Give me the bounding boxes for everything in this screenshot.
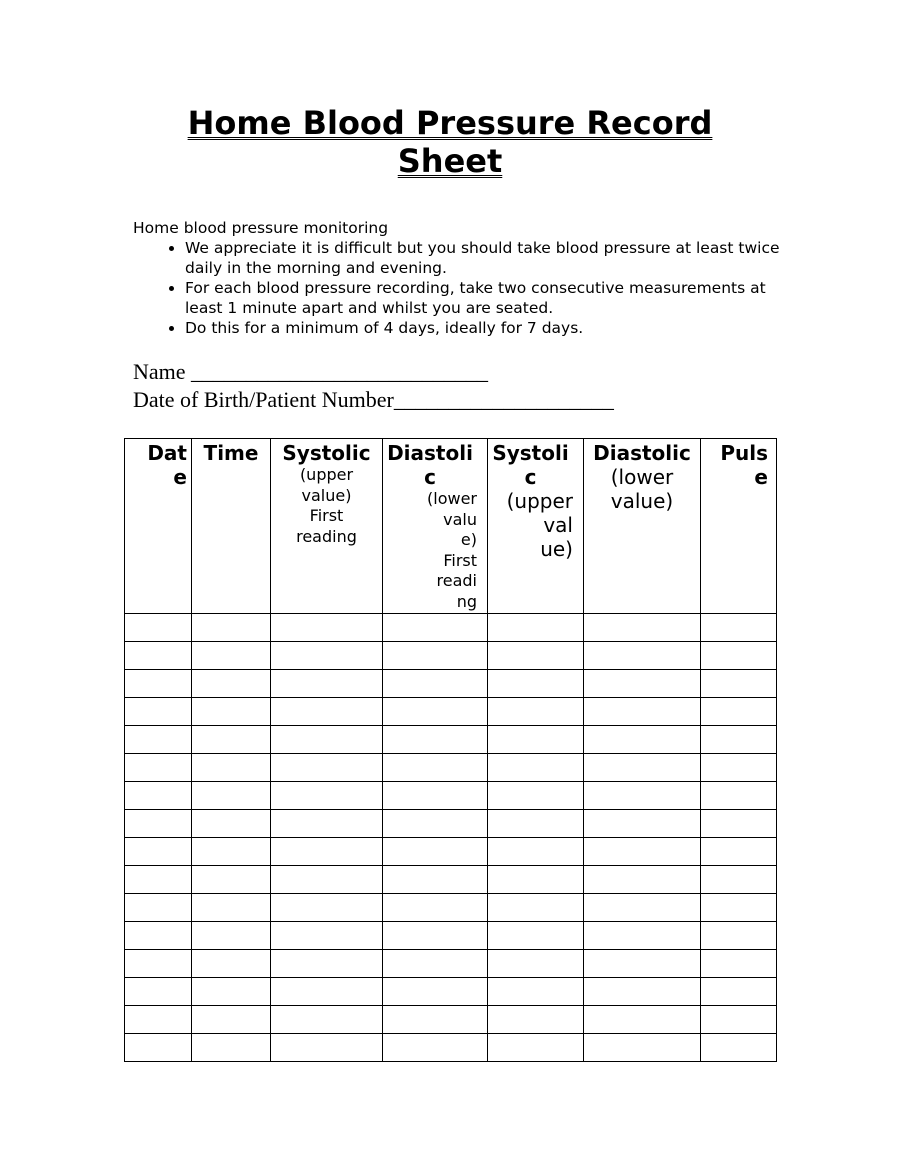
table-cell[interactable]	[701, 838, 777, 866]
instruction-item: • For each blood pressure recording, take two consecutive measurements at least 1 minute apart and whilst you are seated.	[185, 278, 793, 318]
table-row	[125, 866, 777, 894]
table-row	[125, 1034, 777, 1062]
table-cell[interactable]	[383, 782, 488, 810]
table-cell[interactable]	[383, 670, 488, 698]
header-date-title: Dat e	[147, 441, 187, 489]
table-cell[interactable]	[192, 866, 271, 894]
table-cell[interactable]	[271, 1006, 383, 1034]
table-cell[interactable]	[125, 642, 192, 670]
instructions-heading: Home blood pressure monitoring	[133, 219, 389, 237]
table-row	[125, 950, 777, 978]
table-cell[interactable]	[701, 670, 777, 698]
table-cell[interactable]	[701, 642, 777, 670]
table-cell[interactable]	[701, 754, 777, 782]
table-cell[interactable]	[701, 1006, 777, 1034]
table-cell[interactable]	[584, 810, 701, 838]
table-row	[125, 670, 777, 698]
table-cell[interactable]	[701, 866, 777, 894]
table-cell[interactable]	[271, 782, 383, 810]
table-cell[interactable]	[584, 978, 701, 1006]
table-cell[interactable]	[271, 978, 383, 1006]
dob-patient-number-field[interactable]: Date of Birth/Patient Number____________________	[133, 387, 614, 412]
table-cell[interactable]	[488, 1006, 584, 1034]
table-row	[125, 1006, 777, 1034]
table-row	[125, 614, 777, 642]
table-cell[interactable]	[488, 978, 584, 1006]
table-cell[interactable]	[192, 838, 271, 866]
table-cell[interactable]	[192, 614, 271, 642]
patient-fields	[133, 358, 833, 414]
table-cell[interactable]	[125, 922, 192, 950]
table-cell[interactable]	[125, 838, 192, 866]
table-cell[interactable]	[488, 782, 584, 810]
instructions-list	[133, 238, 793, 338]
table-cell[interactable]	[488, 1034, 584, 1062]
header-pulse-title: Puls e	[720, 441, 768, 489]
table-cell[interactable]	[488, 614, 584, 642]
table-cell[interactable]	[488, 670, 584, 698]
record-table-body	[125, 614, 777, 1062]
table-cell[interactable]	[125, 1034, 192, 1062]
page-title-text: Home Blood Pressure Record Sheet	[187, 104, 713, 180]
table-cell[interactable]	[192, 642, 271, 670]
table-cell[interactable]	[125, 866, 192, 894]
table-cell[interactable]	[271, 1034, 383, 1062]
table-cell[interactable]	[383, 1006, 488, 1034]
table-cell[interactable]	[488, 950, 584, 978]
table-cell[interactable]	[271, 838, 383, 866]
header-diastolic-first	[383, 439, 488, 614]
table-row	[125, 726, 777, 754]
table-cell[interactable]	[584, 698, 701, 726]
table-row	[125, 894, 777, 922]
table-cell[interactable]	[125, 1006, 192, 1034]
table-cell[interactable]	[584, 838, 701, 866]
table-cell[interactable]	[192, 782, 271, 810]
table-cell[interactable]	[383, 950, 488, 978]
table-cell[interactable]	[584, 950, 701, 978]
table-cell[interactable]	[584, 1006, 701, 1034]
table-cell[interactable]	[192, 754, 271, 782]
header-time-title: Time	[203, 441, 259, 465]
table-cell[interactable]	[125, 698, 192, 726]
table-cell[interactable]	[488, 810, 584, 838]
table-cell[interactable]	[125, 894, 192, 922]
header-pulse	[701, 439, 777, 614]
table-cell[interactable]	[488, 922, 584, 950]
table-row	[125, 810, 777, 838]
table-cell[interactable]	[383, 922, 488, 950]
header-systolic-first-title: Systolic	[282, 441, 371, 465]
table-cell[interactable]	[701, 726, 777, 754]
table-cell[interactable]	[271, 670, 383, 698]
table-cell[interactable]	[271, 698, 383, 726]
table-cell[interactable]	[584, 866, 701, 894]
table-cell[interactable]	[584, 894, 701, 922]
table-cell[interactable]	[192, 726, 271, 754]
table-cell[interactable]	[701, 922, 777, 950]
table-cell[interactable]	[488, 726, 584, 754]
table-cell[interactable]	[383, 810, 488, 838]
table-cell[interactable]	[383, 614, 488, 642]
table-cell[interactable]	[192, 1034, 271, 1062]
table-header-row	[125, 439, 777, 614]
header-time	[192, 439, 271, 614]
table-cell[interactable]	[271, 642, 383, 670]
instruction-item: • We appreciate it is difficult but you should take blood pressure at least twice daily in the morning and evening.	[185, 238, 793, 278]
table-cell[interactable]	[192, 810, 271, 838]
table-cell[interactable]	[488, 894, 584, 922]
table-cell[interactable]	[383, 978, 488, 1006]
table-cell[interactable]	[192, 670, 271, 698]
table-cell[interactable]	[125, 950, 192, 978]
table-cell[interactable]	[383, 866, 488, 894]
table-cell[interactable]	[383, 642, 488, 670]
table-cell[interactable]	[383, 838, 488, 866]
header-date	[125, 439, 192, 614]
header-systolic-second-sub: (upper val ue)	[506, 489, 573, 561]
table-cell[interactable]	[584, 726, 701, 754]
table-cell[interactable]	[192, 698, 271, 726]
table-cell[interactable]	[584, 754, 701, 782]
table-cell[interactable]	[271, 726, 383, 754]
table-cell[interactable]	[701, 978, 777, 1006]
table-cell[interactable]	[383, 1034, 488, 1062]
table-cell[interactable]	[192, 978, 271, 1006]
table-cell[interactable]	[192, 950, 271, 978]
table-cell[interactable]	[701, 894, 777, 922]
header-systolic-first	[271, 439, 383, 614]
table-cell[interactable]	[488, 866, 584, 894]
table-cell[interactable]	[488, 838, 584, 866]
table-row	[125, 978, 777, 1006]
table-row	[125, 838, 777, 866]
table-row	[125, 754, 777, 782]
table-cell[interactable]	[584, 614, 701, 642]
page-title	[150, 104, 750, 180]
table-row	[125, 642, 777, 670]
table-cell[interactable]	[271, 754, 383, 782]
table-cell[interactable]	[383, 726, 488, 754]
table-cell[interactable]	[271, 894, 383, 922]
table-cell[interactable]	[488, 642, 584, 670]
header-systolic-second-title: Systoli c	[492, 441, 569, 489]
name-field[interactable]: Name ___________________________	[133, 359, 489, 384]
table-cell[interactable]	[125, 614, 192, 642]
table-cell[interactable]	[383, 754, 488, 782]
header-diastolic-first-sub: (lower valu e) First readi ng	[427, 489, 477, 611]
header-diastolic-first-title: Diastoli c	[387, 441, 473, 489]
table-cell[interactable]	[271, 866, 383, 894]
table-cell[interactable]	[701, 782, 777, 810]
table-cell[interactable]	[701, 950, 777, 978]
table-cell[interactable]	[488, 698, 584, 726]
table-cell[interactable]	[192, 894, 271, 922]
header-diastolic-second-title: Diastolic	[593, 441, 691, 465]
table-cell[interactable]	[125, 810, 192, 838]
table-cell[interactable]	[701, 698, 777, 726]
header-systolic-second	[488, 439, 584, 614]
table-cell[interactable]	[192, 1006, 271, 1034]
table-cell[interactable]	[125, 726, 192, 754]
table-cell[interactable]	[383, 698, 488, 726]
table-row	[125, 782, 777, 810]
table-cell[interactable]	[584, 922, 701, 950]
header-diastolic-second	[584, 439, 701, 614]
table-cell[interactable]	[488, 754, 584, 782]
header-systolic-first-sub: (upper value) First reading	[296, 465, 357, 546]
instructions	[133, 218, 793, 338]
table-cell[interactable]	[701, 614, 777, 642]
table-cell[interactable]	[701, 1034, 777, 1062]
table-cell[interactable]	[125, 670, 192, 698]
table-cell[interactable]	[584, 782, 701, 810]
table-cell[interactable]	[125, 782, 192, 810]
table-row	[125, 922, 777, 950]
header-diastolic-second-sub: (lower value)	[610, 465, 674, 513]
table-cell[interactable]	[271, 810, 383, 838]
table-cell[interactable]	[125, 978, 192, 1006]
instruction-item: • Do this for a minimum of 4 days, ideally for 7 days.	[185, 318, 793, 338]
table-cell[interactable]	[271, 922, 383, 950]
table-cell[interactable]	[125, 754, 192, 782]
table-cell[interactable]	[192, 922, 271, 950]
table-cell[interactable]	[271, 614, 383, 642]
table-cell[interactable]	[584, 670, 701, 698]
table-cell[interactable]	[584, 1034, 701, 1062]
table-cell[interactable]	[701, 810, 777, 838]
table-cell[interactable]	[584, 642, 701, 670]
table-row	[125, 698, 777, 726]
record-table	[124, 438, 777, 1062]
table-cell[interactable]	[271, 950, 383, 978]
table-cell[interactable]	[383, 894, 488, 922]
